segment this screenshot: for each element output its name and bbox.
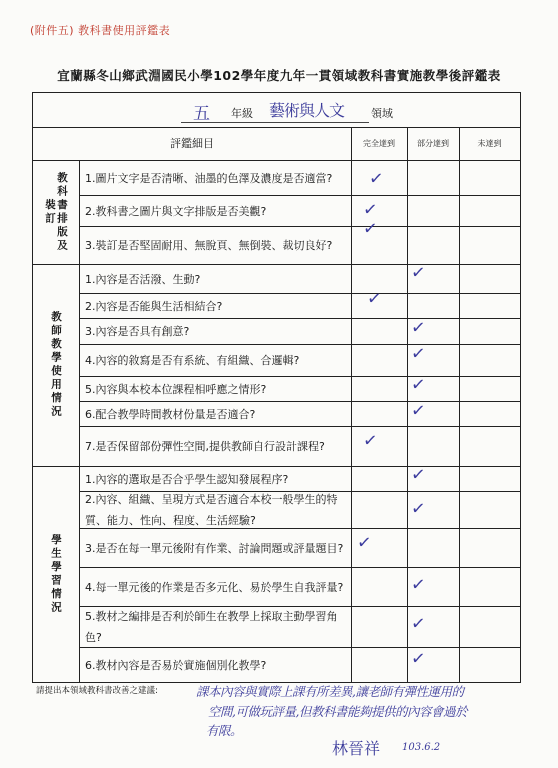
col-divider-partial (459, 128, 460, 682)
grade-value: 五 (193, 104, 210, 124)
section-label-learning (33, 466, 79, 682)
grade-domain-row (33, 93, 520, 128)
check-mark-icon: ✓ (410, 648, 427, 670)
section-label: 教科書排版及 (56, 171, 68, 253)
criteria-item: 3.裝訂是否堅固耐用、無脫頁、無倒裝、裁切良好? (85, 239, 333, 252)
col-divider-full (407, 128, 408, 682)
annex-label: (附件五) 教科書使用評鑑表 (30, 24, 171, 37)
check-mark-icon: ✓ (356, 532, 373, 554)
check-mark-icon: ✓ (410, 574, 427, 596)
check-mark-icon: ✓ (410, 613, 427, 635)
signature: 林晉祥 (332, 739, 381, 758)
criteria-item: 4.內容的敘寫是否有系統、有組織、合邏輯? (85, 354, 300, 367)
domain-label: 領域 (371, 107, 393, 120)
col-header-partial: 部分達到 (417, 139, 449, 148)
suggestion-line: 課本內容與實際上課有所差異,讓老師有彈性運用的 (196, 684, 464, 699)
check-mark-icon: ✓ (410, 343, 427, 365)
criteria-item: 5.內容與本校本位課程相呼應之情形? (85, 382, 267, 396)
section-group-label: 裝訂 (44, 198, 56, 226)
criteria-item: 4.每一單元後的作業是否多元化、易於學生自我評量? (85, 580, 344, 594)
criteria-item: 3.是否在每一單元後附有作業、討論問題或評量題目? (85, 541, 344, 555)
check-mark-icon: ✓ (410, 498, 427, 520)
domain-underline (181, 122, 369, 123)
check-mark-icon: ✓ (410, 374, 427, 396)
criteria-item: 7.是否保留部份彈性空間,提供教師自行設計課程? (85, 440, 325, 453)
col-header-criteria: 評鑑細目 (170, 137, 214, 150)
criteria-item: 2.內容、組織、呈現方式是否適合本校一般學生的特質、能力、性向、程度、生活經驗? (85, 493, 338, 527)
criteria-item: 1.內容是否活潑、生動? (85, 272, 201, 286)
domain-value: 藝術與人文 (269, 101, 345, 120)
check-mark-icon: ✓ (368, 168, 385, 190)
criteria-item: 6.配合教學時間教材份量是否適合? (85, 407, 256, 421)
col-header-full: 完全達到 (363, 139, 395, 148)
section-label: 教師教學使用情況 (50, 311, 62, 419)
criteria-item: 1.圖片文字是否清晰、油墨的色澤及濃度是否適當? (85, 171, 333, 185)
section-label-teaching (33, 264, 79, 466)
check-mark-icon: ✓ (366, 288, 383, 310)
check-mark-icon: ✓ (410, 262, 427, 284)
suggestion-label: 請提出本領域教科書改善之建議: (36, 686, 158, 696)
check-mark-icon: ✓ (362, 218, 379, 240)
check-mark-icon: ✓ (410, 464, 427, 486)
section-label-layout (33, 160, 79, 264)
suggestion-line: 空間,可做玩評量,但教科書能夠提供的內容會過於 (208, 704, 467, 719)
check-mark-icon: ✓ (410, 400, 427, 422)
form-title: 宜蘭縣冬山鄉武淵國民小學102學年度九年一貫領域教科書實施教學後評鑑表 (57, 68, 501, 83)
criteria-item: 2.教科書之圖片與文字排版是否美觀? (85, 204, 267, 218)
suggestion-line: 有限。 (206, 723, 243, 738)
check-mark-icon: ✓ (362, 199, 379, 221)
grade-label: 年級 (231, 107, 253, 120)
section-label: 學生學習情況 (50, 533, 62, 615)
check-mark-icon: ✓ (362, 430, 379, 452)
check-mark-icon: ✓ (410, 317, 427, 339)
criteria-item: 6.教材內容是否易於實施個別化教學? (85, 658, 267, 672)
col-header-not: 未達到 (477, 139, 502, 148)
signature-date: 103.6.2 (402, 742, 441, 753)
criteria-item: 3.內容是否具有創意? (85, 325, 190, 338)
evaluation-form (32, 92, 521, 683)
criteria-item: 5.教材之編排是否利於師生在教學上採取主動學習角色? (85, 610, 338, 644)
criteria-item: 1.內容的選取是否合乎學生認知發展程序? (85, 472, 289, 486)
col-divider-section (79, 160, 80, 682)
criteria-item: 2.內容是否能與生活相結合? (85, 299, 223, 313)
